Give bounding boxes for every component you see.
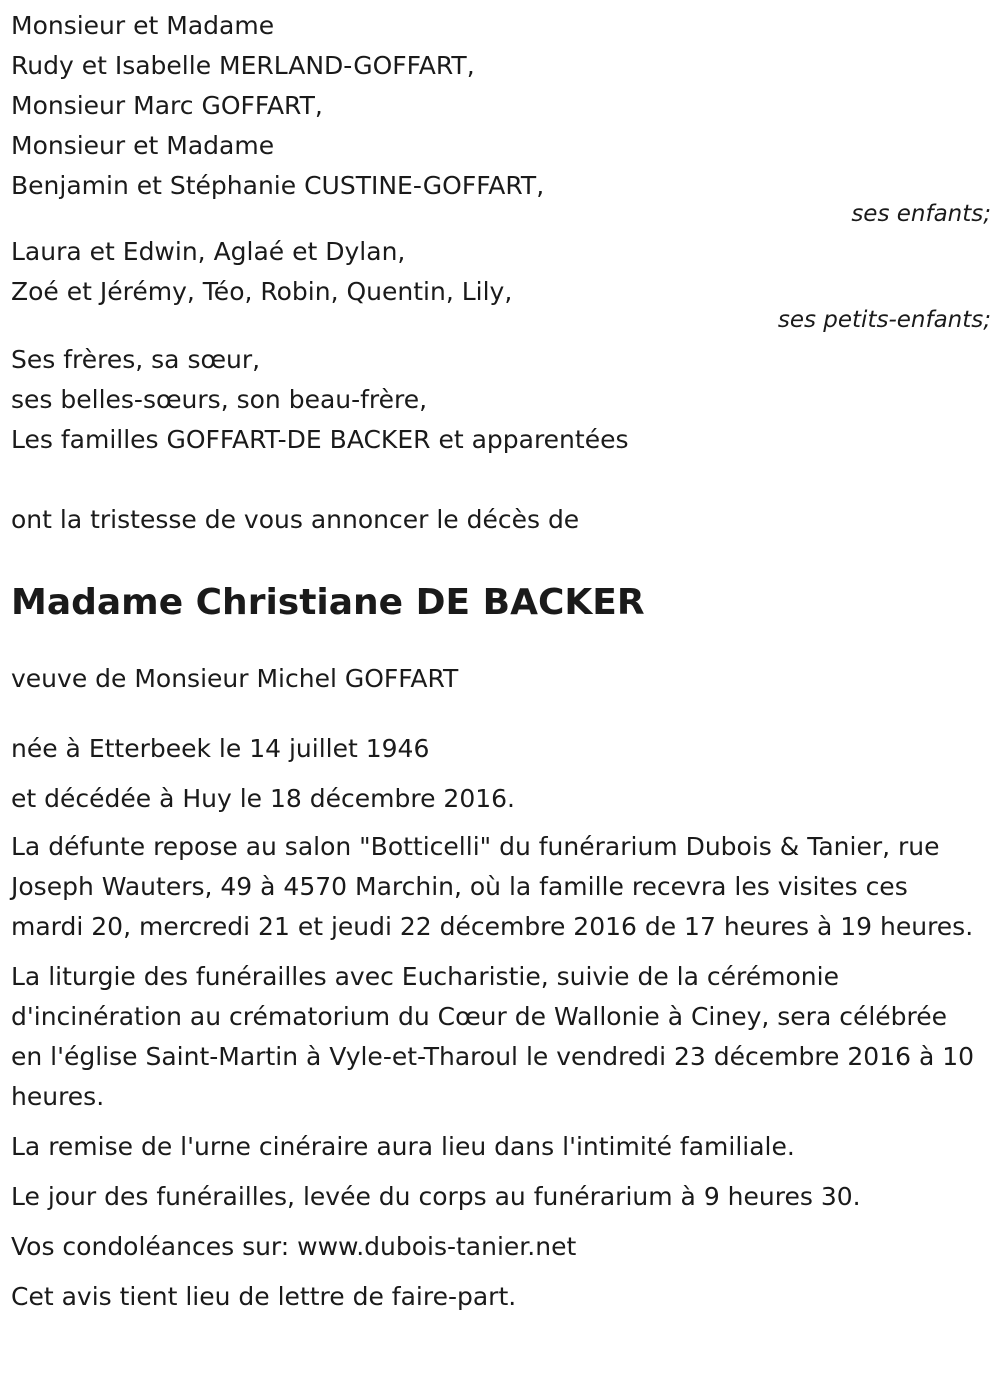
relatives-group [11,340,991,460]
family-line: Rudy et Isabelle MERLAND-GOFFART, [11,51,475,80]
closing-paragraph: Cet avis tient lieu de lettre de faire-part. [11,1282,517,1311]
widow-of-text: veuve de Monsieur Michel GOFFART [11,664,459,693]
family-line: Benjamin et Stéphanie CUSTINE-GOFFART, [11,171,545,200]
urn-paragraph: La remise de l'urne cinéraire aura lieu dans l'intimité familiale. [11,1132,795,1161]
funeral-paragraph: La liturgie des funérailles avec Eucharistie, suivie de la cérémonie d'incinération au crématorium du Cœur de Wallonie à Ciney, sera célébrée en l'église Saint-Martin à Vyle-et-Tharoul le vendredi 23 décembre 2016 à 10 heures. [11,962,975,1111]
departure-paragraph: Le jour des funérailles, levée du corps au funérarium à 9 heures 30. [11,1182,861,1211]
deceased-name: Madame Christiane DE BACKER [11,582,645,623]
family-line: Laura et Edwin, Aglaé et Dylan, [11,237,406,266]
announcement-text: ont la tristesse de vous annoncer le décès de [11,505,580,534]
obituary-notice [11,6,991,1317]
children-group [11,6,991,228]
family-line: Monsieur et Madame [11,131,275,160]
condolences-paragraph: Vos condoléances sur: www.dubois-tanier.net [11,1232,577,1261]
birth-text: née à Etterbeek le 14 juillet 1946 [11,734,430,763]
visitation-paragraph: La défunte repose au salon "Botticelli" du funérarium Dubois & Tanier, rue Joseph Wauters, 49 à 4570 Marchin, où la famille recevra les visites ces mardi 20, mercredi 21 et jeudi 22 décembre 2016 de 17 heures à 19 heures. [11,832,974,941]
family-line: Les familles GOFFART-DE BACKER et apparentées [11,425,629,454]
family-line: Monsieur et Madame [11,11,275,40]
children-role-label: ses enfants; [851,201,991,227]
family-line: Ses frères, sa sœur, [11,345,261,374]
death-text: et décédée à Huy le 18 décembre 2016. [11,784,515,813]
grandchildren-role-label: ses petits-enfants; [777,307,991,333]
family-line: Zoé et Jérémy, Téo, Robin, Quentin, Lily, [11,277,513,306]
family-line: Monsieur Marc GOFFART, [11,91,323,120]
family-line: ses belles-sœurs, son beau-frère, [11,385,428,414]
grandchildren-group [11,232,991,334]
